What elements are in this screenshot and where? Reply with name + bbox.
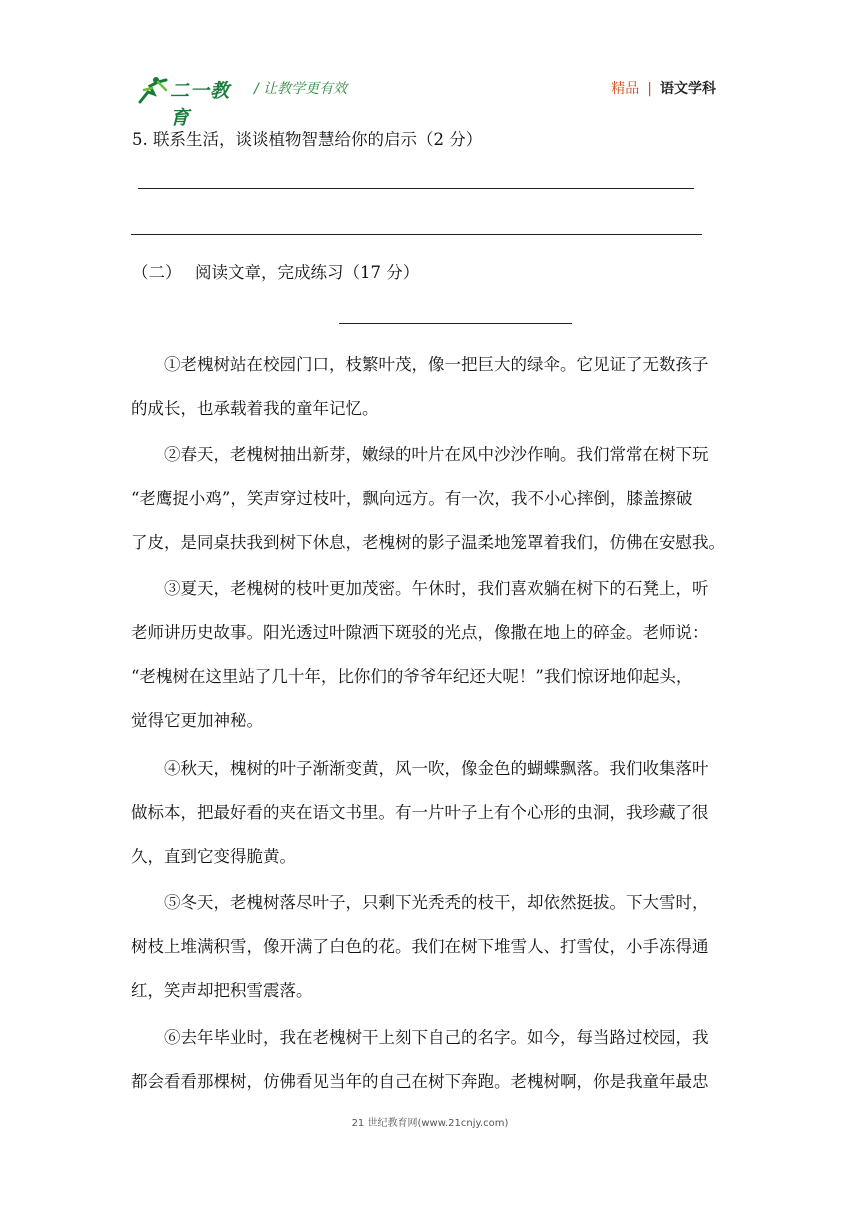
- paragraph-line: 都会看看那棵树，仿佛看见当年的自己在树下奔跑。老槐树啊，你是我童年最忠: [131, 1072, 709, 1091]
- paragraph-4: [131, 747, 731, 879]
- paragraph-2: [131, 433, 731, 565]
- paragraph-line: “老槐树在这里站了几十年，比你们的爷爷年纪还大呢！”我们惊讶地仰起头，: [131, 667, 693, 686]
- page-header: [136, 72, 726, 129]
- title-blank-line[interactable]: [339, 323, 572, 324]
- paragraph-5: [131, 881, 731, 1013]
- paragraph-line: 久，直到它变得脆黄。: [131, 847, 296, 866]
- paragraph-line: ⑤冬天，老槐树落尽叶子，只剩下光秃秃的枝干，却依然挺拔。下大雪时，: [164, 893, 709, 912]
- paragraph-line: 树枝上堆满积雪，像开满了白色的花。我们在树下堆雪人、打雪仗，小手冻得通: [131, 937, 709, 956]
- answer-line-2[interactable]: [131, 234, 702, 235]
- paragraph-line: ④秋天，槐树的叶子渐渐变黄，风一吹，像金色的蝴蝶飘落。我们收集落叶: [164, 759, 709, 778]
- paragraph-6: [131, 1016, 731, 1104]
- paragraph-line: “老鹰捉小鸡”，笑声穿过枝叶，飘向远方。有一次，我不小心摔倒，膝盖擦破: [131, 489, 693, 508]
- paragraph-line: 的成长，也承载着我的童年记忆。: [131, 399, 379, 418]
- paragraph-line: ①老槐树站在校园门口，枝繁叶茂，像一把巨大的绿伞。它见证了无数孩子: [164, 355, 709, 374]
- question-5: 5. 联系生活，谈谈植物智慧给你的启示（2 分）: [132, 130, 483, 149]
- header-separator: |: [647, 81, 652, 97]
- logo: [136, 76, 246, 129]
- slogan: / 让教学更有效: [254, 81, 348, 97]
- paragraph-line: 红，笑声却把积雪震落。: [131, 981, 313, 1000]
- paragraph-line: 老师讲历史故事。阳光透过叶隙洒下斑驳的光点，像撒在地上的碎金。老师说：: [131, 623, 709, 642]
- section-2-heading: （二） 阅读文章，完成练习（17 分）: [132, 263, 420, 282]
- paragraph-line: ⑥去年毕业时，我在老槐树干上刻下自己的名字。如今，每当路过校园，我: [164, 1028, 709, 1047]
- quality-label: 精品: [611, 81, 640, 97]
- paragraph-3: [131, 567, 731, 743]
- subject-label: 语文学科: [660, 81, 716, 97]
- paragraph-line: ③夏天，老槐树的枝叶更加茂密。午休时，我们喜欢躺在树下的石凳上，听: [164, 579, 709, 598]
- paragraph-line: 觉得它更加神秘。: [131, 711, 263, 730]
- paragraph-line: 了皮，是同桌扶我到树下休息，老槐树的影子温柔地笼罩着我们，仿佛在安慰我。: [131, 533, 725, 552]
- logo-text: 二一教育: [170, 80, 231, 129]
- paragraph-1: [131, 343, 731, 431]
- header-right: [611, 78, 716, 98]
- paragraph-line: ②春天，老槐树抽出新芽，嫩绿的叶片在风中沙沙作响。我们常常在树下玩: [164, 445, 709, 464]
- page-footer: 21 世纪教育网(www.21cnjy.com): [351, 1118, 509, 1129]
- answer-line-1[interactable]: [138, 188, 694, 189]
- paragraph-line: 做标本，把最好看的夹在语文书里。有一片叶子上有个心形的虫洞，我珍藏了很: [131, 803, 709, 822]
- runner-logo-icon: [136, 76, 170, 104]
